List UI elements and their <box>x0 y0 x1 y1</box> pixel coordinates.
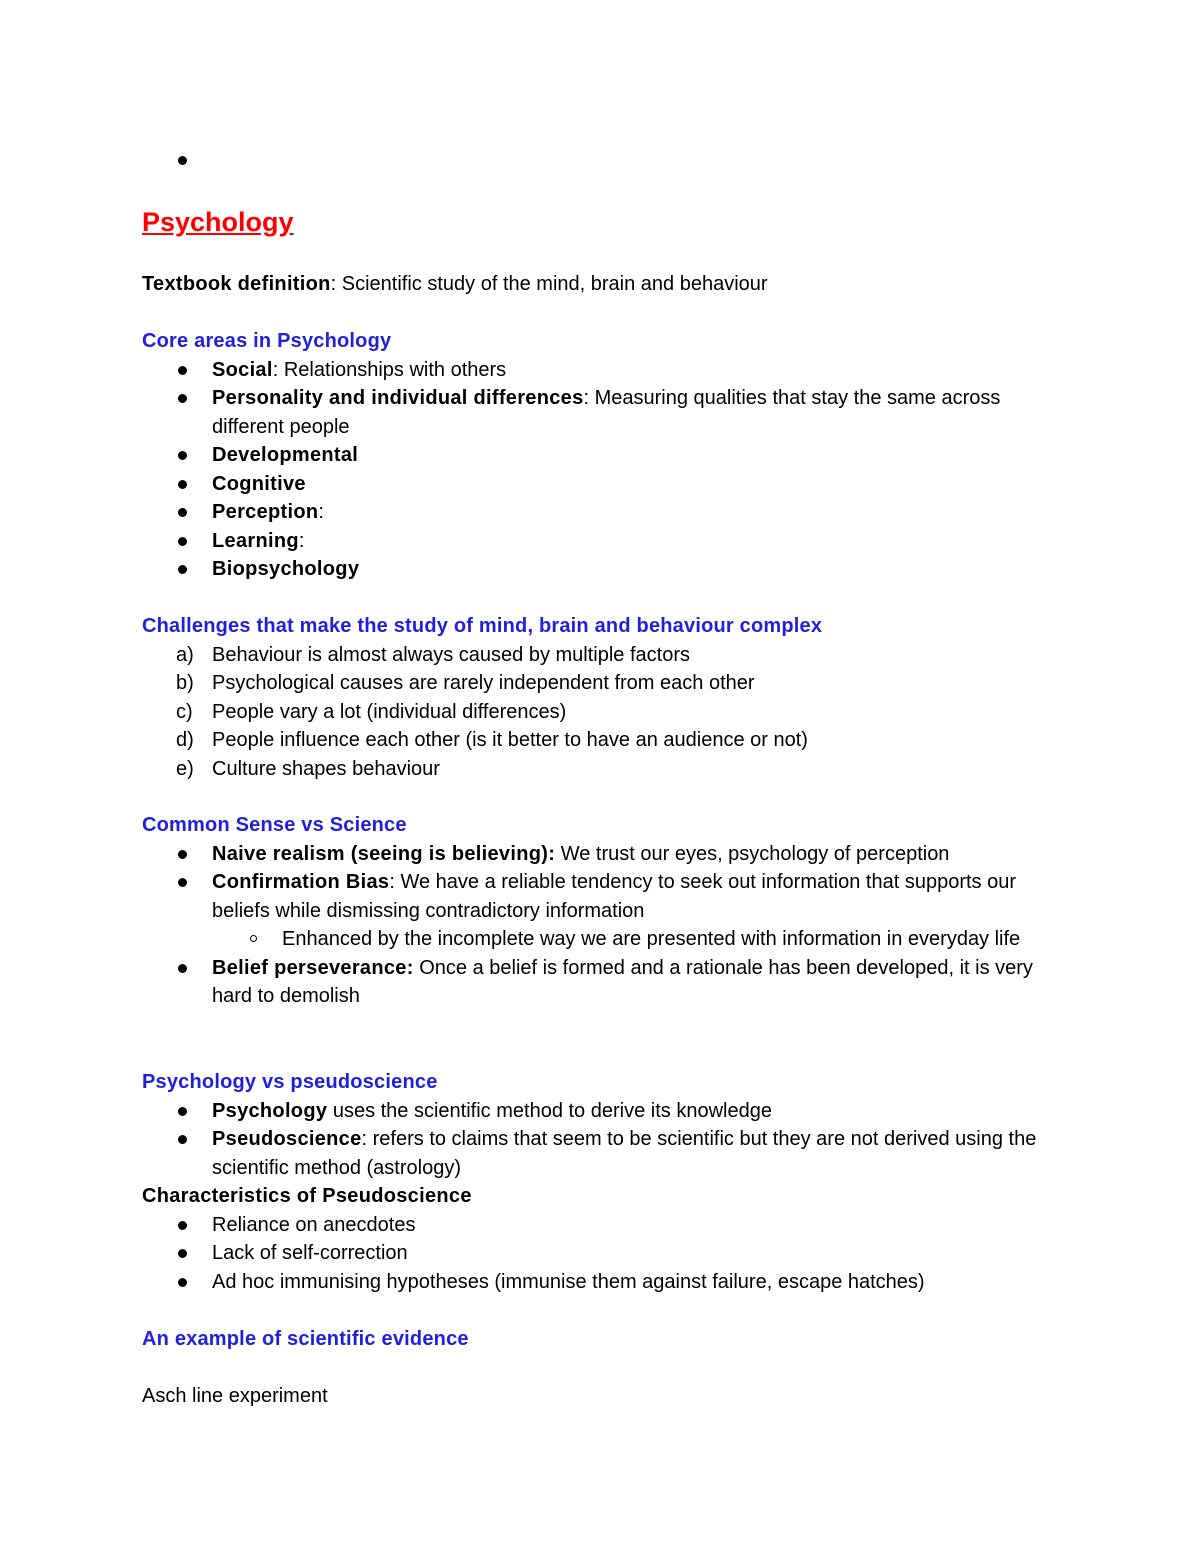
bullet-icon <box>178 394 187 403</box>
item-text: Lack of self-correction <box>212 1242 408 1264</box>
item-term: Cognitive <box>212 472 306 495</box>
item-letter: b) <box>176 672 194 694</box>
list-item <box>142 1239 1062 1268</box>
core-areas-section <box>142 327 1062 584</box>
bullet-icon <box>178 156 187 165</box>
item-term: Learning <box>212 529 299 552</box>
item-text: : <box>298 529 305 552</box>
item-letter: a) <box>176 643 194 666</box>
list-item <box>142 698 1062 727</box>
page-title: Psychology <box>142 207 294 237</box>
item-text: : Relationships with others <box>272 358 507 381</box>
definition-text: : Scientific study of the mind, brain and behaviour <box>330 273 768 295</box>
item-text: : <box>318 501 324 523</box>
common-sense-section <box>142 811 1062 1011</box>
list-item <box>142 384 1062 441</box>
item-text: uses the scientific method to derive its knowledge <box>327 1099 772 1122</box>
item-text: People influence each other (is it better to have an audience or not) <box>212 729 808 751</box>
item-text: People vary a lot (individual differences) <box>212 700 567 723</box>
list-item <box>142 840 1062 869</box>
bullet-icon <box>178 451 187 460</box>
bullet-icon <box>178 1135 187 1144</box>
challenges-list <box>142 641 1062 784</box>
item-term: Perception <box>212 501 319 523</box>
definition-section <box>142 270 1062 299</box>
list-item <box>142 755 1062 784</box>
item-term: Developmental <box>212 444 359 466</box>
common-sense-heading: Common Sense vs Science <box>142 814 407 836</box>
evidence-text: Asch line experiment <box>142 1385 328 1407</box>
common-sense-list <box>142 840 1062 1011</box>
bullet-icon <box>178 480 187 489</box>
bullet-icon <box>178 878 187 887</box>
item-term: Belief perseverance: <box>212 956 414 979</box>
item-text: Once a belief is formed and a rationale has been developed, it is very hard to demolish <box>212 956 1033 1007</box>
hollow-bullet-icon <box>250 935 257 942</box>
list-item <box>142 954 1062 1011</box>
pseudoscience-list <box>142 1097 1062 1183</box>
evidence-section <box>142 1325 1062 1411</box>
item-term: Social <box>212 358 273 381</box>
list-item <box>142 726 1062 755</box>
item-term: Biopsychology <box>212 558 360 580</box>
item-text: Reliance on anecdotes <box>212 1213 416 1236</box>
characteristics-list <box>142 1211 1062 1297</box>
item-term: Confirmation Bias <box>212 871 390 893</box>
definition-label: Textbook definition <box>142 273 331 295</box>
list-item <box>142 1125 1062 1182</box>
bullet-icon <box>178 508 187 517</box>
list-item <box>142 868 1062 954</box>
item-letter: c) <box>176 700 193 723</box>
item-term: Naive realism (seeing is believing): <box>212 842 556 865</box>
core-areas-heading: Core areas in Psychology <box>142 330 392 352</box>
item-text: We trust our eyes, psychology of perception <box>555 842 950 865</box>
core-areas-list <box>142 356 1062 584</box>
bullet-icon <box>178 537 187 546</box>
item-text: Psychological causes are rarely independent from each other <box>212 672 755 694</box>
characteristics-heading: Characteristics of Pseudoscience <box>142 1185 472 1207</box>
item-text: : We have a reliable tendency to seek out information that supports our beliefs while dismissing contradictory information <box>212 871 1017 922</box>
item-text: Enhanced by the incomplete way we are presented with information in everyday life <box>282 928 1021 950</box>
definition-line <box>142 270 1062 299</box>
item-text: : Measuring qualities that stay the same across different people <box>212 387 1001 438</box>
item-term: Pseudoscience <box>212 1128 362 1150</box>
item-text: Culture shapes behaviour <box>212 757 440 780</box>
list-item <box>142 527 1062 556</box>
item-letter: e) <box>176 757 194 780</box>
list-item <box>142 356 1062 385</box>
bullet-icon <box>178 964 187 973</box>
list-item <box>142 1268 1062 1297</box>
list-item <box>142 555 1062 584</box>
list-item <box>142 470 1062 499</box>
bullet-icon <box>178 1221 187 1230</box>
item-text: : refers to claims that seem to be scientific but they are not derived using the scientific method (astrology) <box>212 1128 1037 1179</box>
list-item <box>142 1097 1062 1126</box>
item-text: Behaviour is almost always caused by multiple factors <box>212 643 690 666</box>
pseudoscience-section <box>142 1068 1062 1296</box>
empty-bullet <box>178 148 187 171</box>
bullet-icon <box>178 1278 187 1287</box>
challenges-heading: Challenges that make the study of mind, brain and behaviour complex <box>142 615 823 637</box>
bullet-icon <box>178 565 187 574</box>
bullet-icon <box>178 1249 187 1258</box>
list-item <box>142 1211 1062 1240</box>
pseudoscience-heading: Psychology vs pseudoscience <box>142 1071 438 1093</box>
bullet-icon <box>178 1107 187 1116</box>
item-text: Ad hoc immunising hypotheses (immunise them against failure, escape hatches) <box>212 1270 925 1293</box>
list-item <box>142 641 1062 670</box>
bullet-icon <box>178 366 187 375</box>
sub-list-item <box>142 925 1062 954</box>
evidence-heading: An example of scientific evidence <box>142 1328 469 1350</box>
item-term: Personality and individual differences <box>212 387 584 409</box>
sub-list <box>142 925 1062 954</box>
bullet-icon <box>178 850 187 859</box>
item-letter: d) <box>176 729 194 751</box>
challenges-section <box>142 612 1062 783</box>
list-item <box>142 669 1062 698</box>
list-item <box>142 498 1062 527</box>
list-item <box>142 441 1062 470</box>
item-term: Psychology <box>212 1099 328 1122</box>
